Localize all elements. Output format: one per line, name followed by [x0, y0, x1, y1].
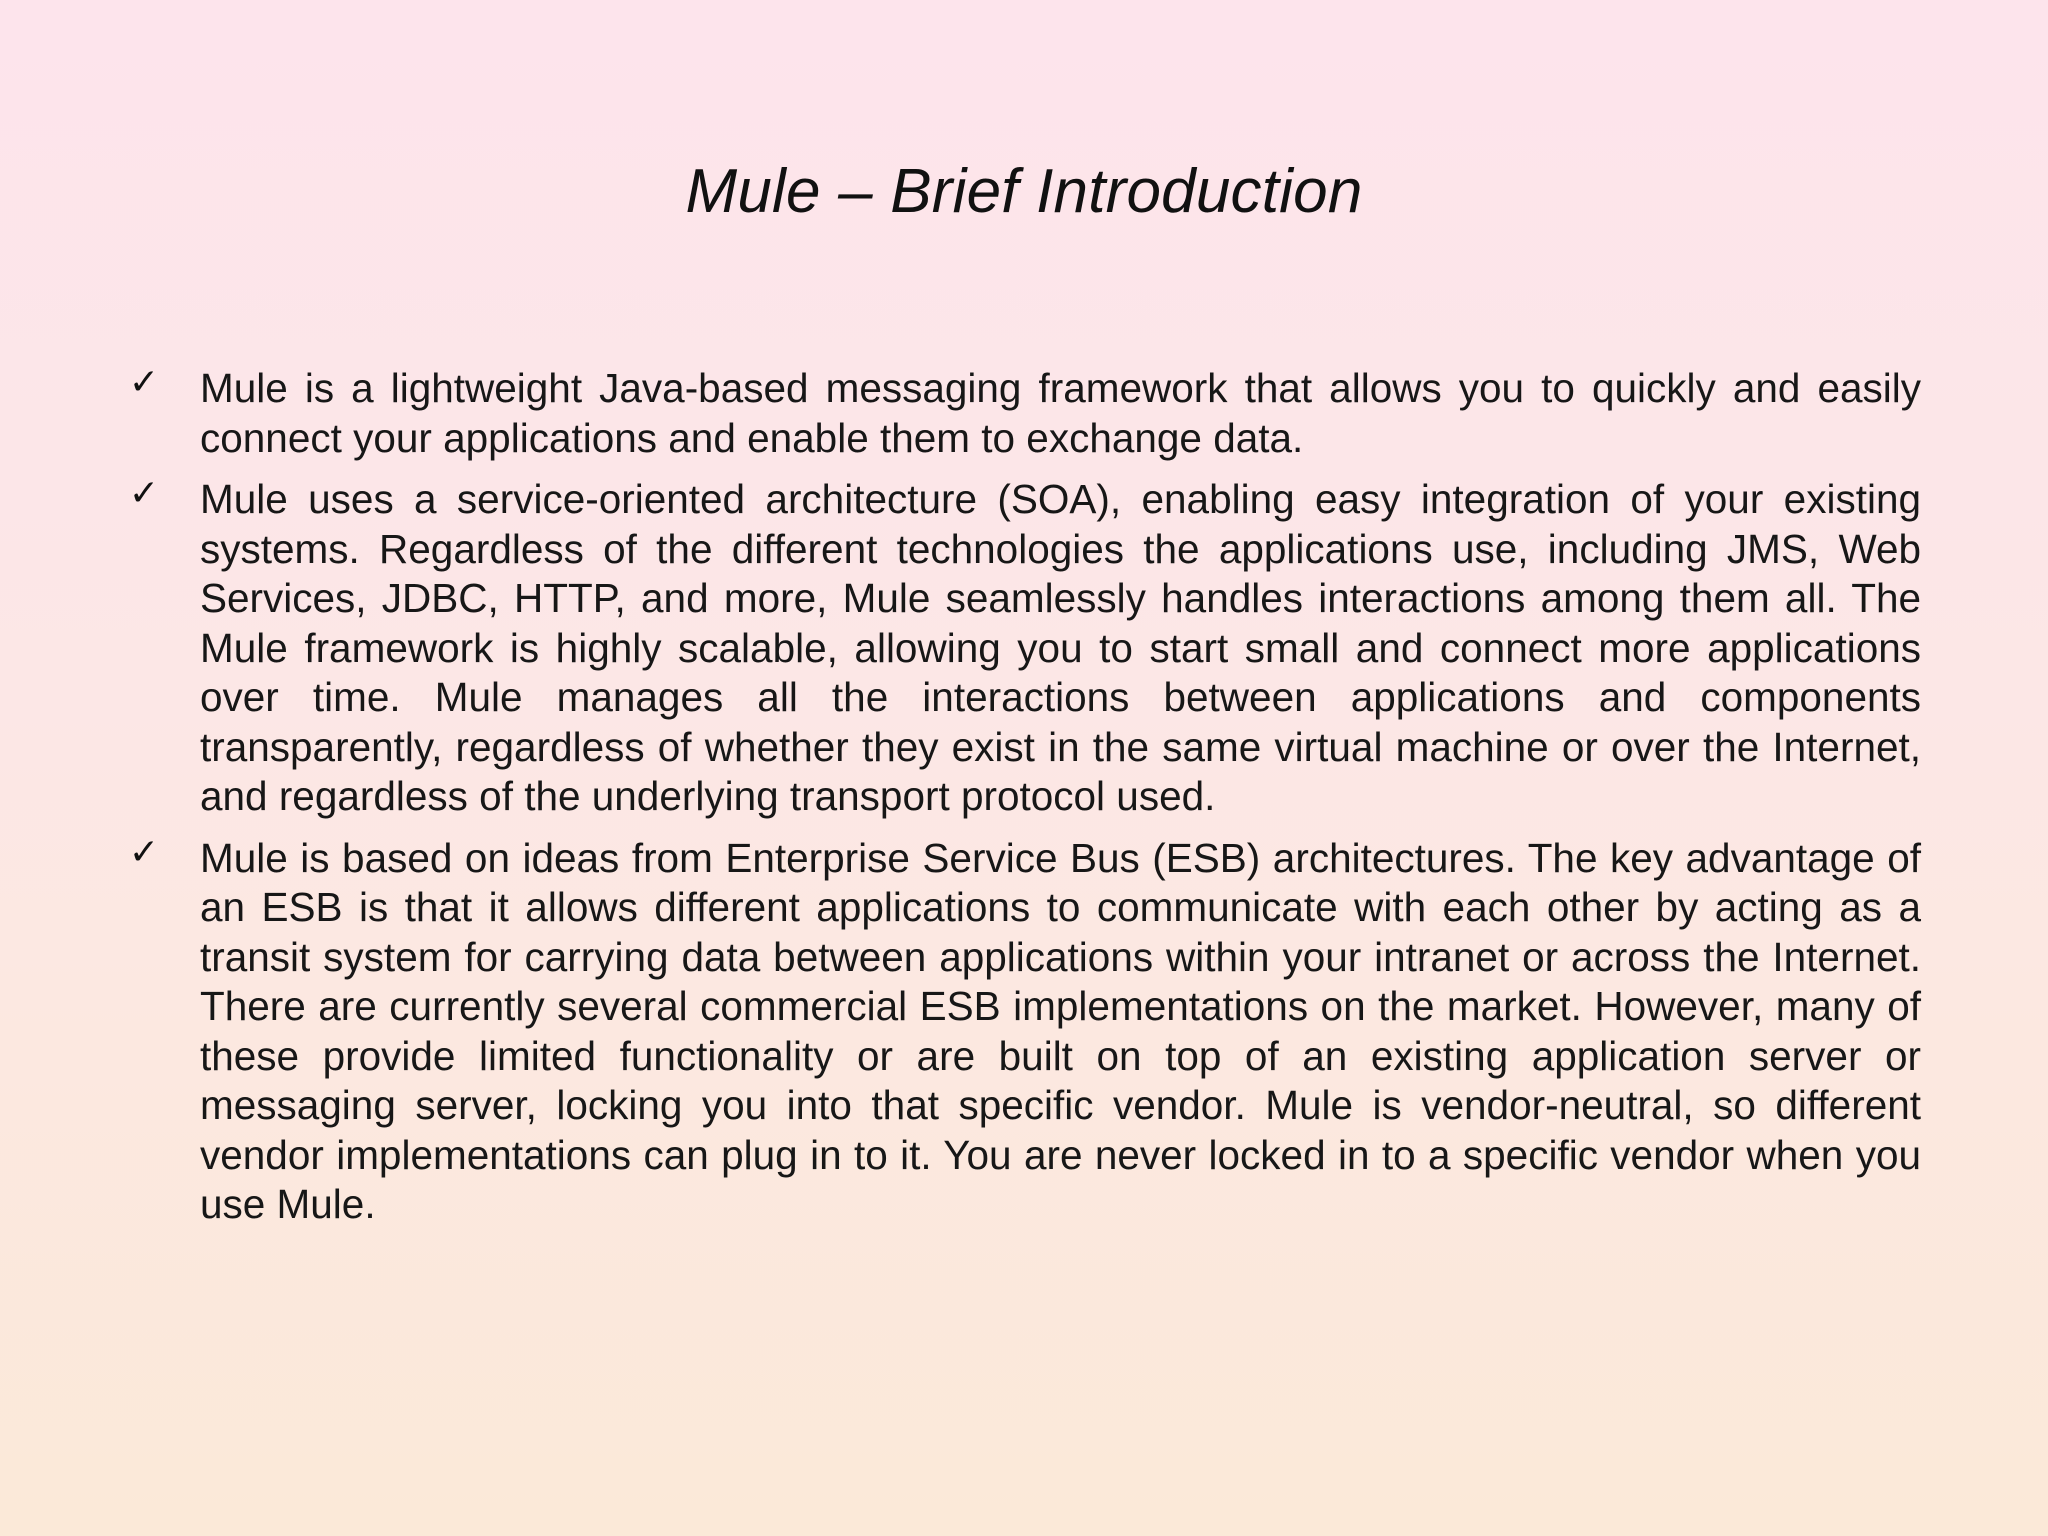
bullet-list: [126, 364, 1921, 1242]
bullet-item-2: [126, 475, 1921, 822]
check-icon: ✓: [128, 362, 160, 403]
bullet-item-1: [126, 364, 1921, 463]
bullet-text: Mule uses a service-oriented architecture (SOA), enabling easy integration of your existing systems. Regardless of the different technologies the applications use, including JMS, Web Services, JDBC, HTTP, and more, Mule seamlessly handles interactions among them all. The Mule framework is highly scalable, allowing you to start small and connect more applications over time. Mule manages all the interactions between applications and components transparently, regardless of whether they exist in the same virtual machine or over the Internet, and regardless of the underlying transport protocol used.: [200, 476, 1921, 819]
slide-title: Mule – Brief Introduction: [685, 157, 1363, 226]
bullet-item-3: [126, 831, 1921, 1230]
bullet-text: Mule is a lightweight Java-based messaging framework that allows you to quickly and easily connect your applications and enable them to exchange data.: [200, 365, 1921, 461]
bullet-text: Mule is based on ideas from Enterprise Service Bus (ESB) architectures. The key advantage of an ESB is that it allows different applications to communicate with each other by acting as a transit system for carrying data between applications within your intranet or across the Internet. There are currently several commercial ESB implementations on the market. However, many of these provide limited functionality or are built on top of an existing application server or messaging server, locking you into that specific vendor. Mule is vendor-neutral, so different vendor implementations can plug in to it. You are never locked in to a specific vendor when you use Mule.: [200, 834, 1921, 1227]
check-icon: ✓: [128, 473, 160, 514]
check-icon: ✓: [128, 831, 160, 873]
